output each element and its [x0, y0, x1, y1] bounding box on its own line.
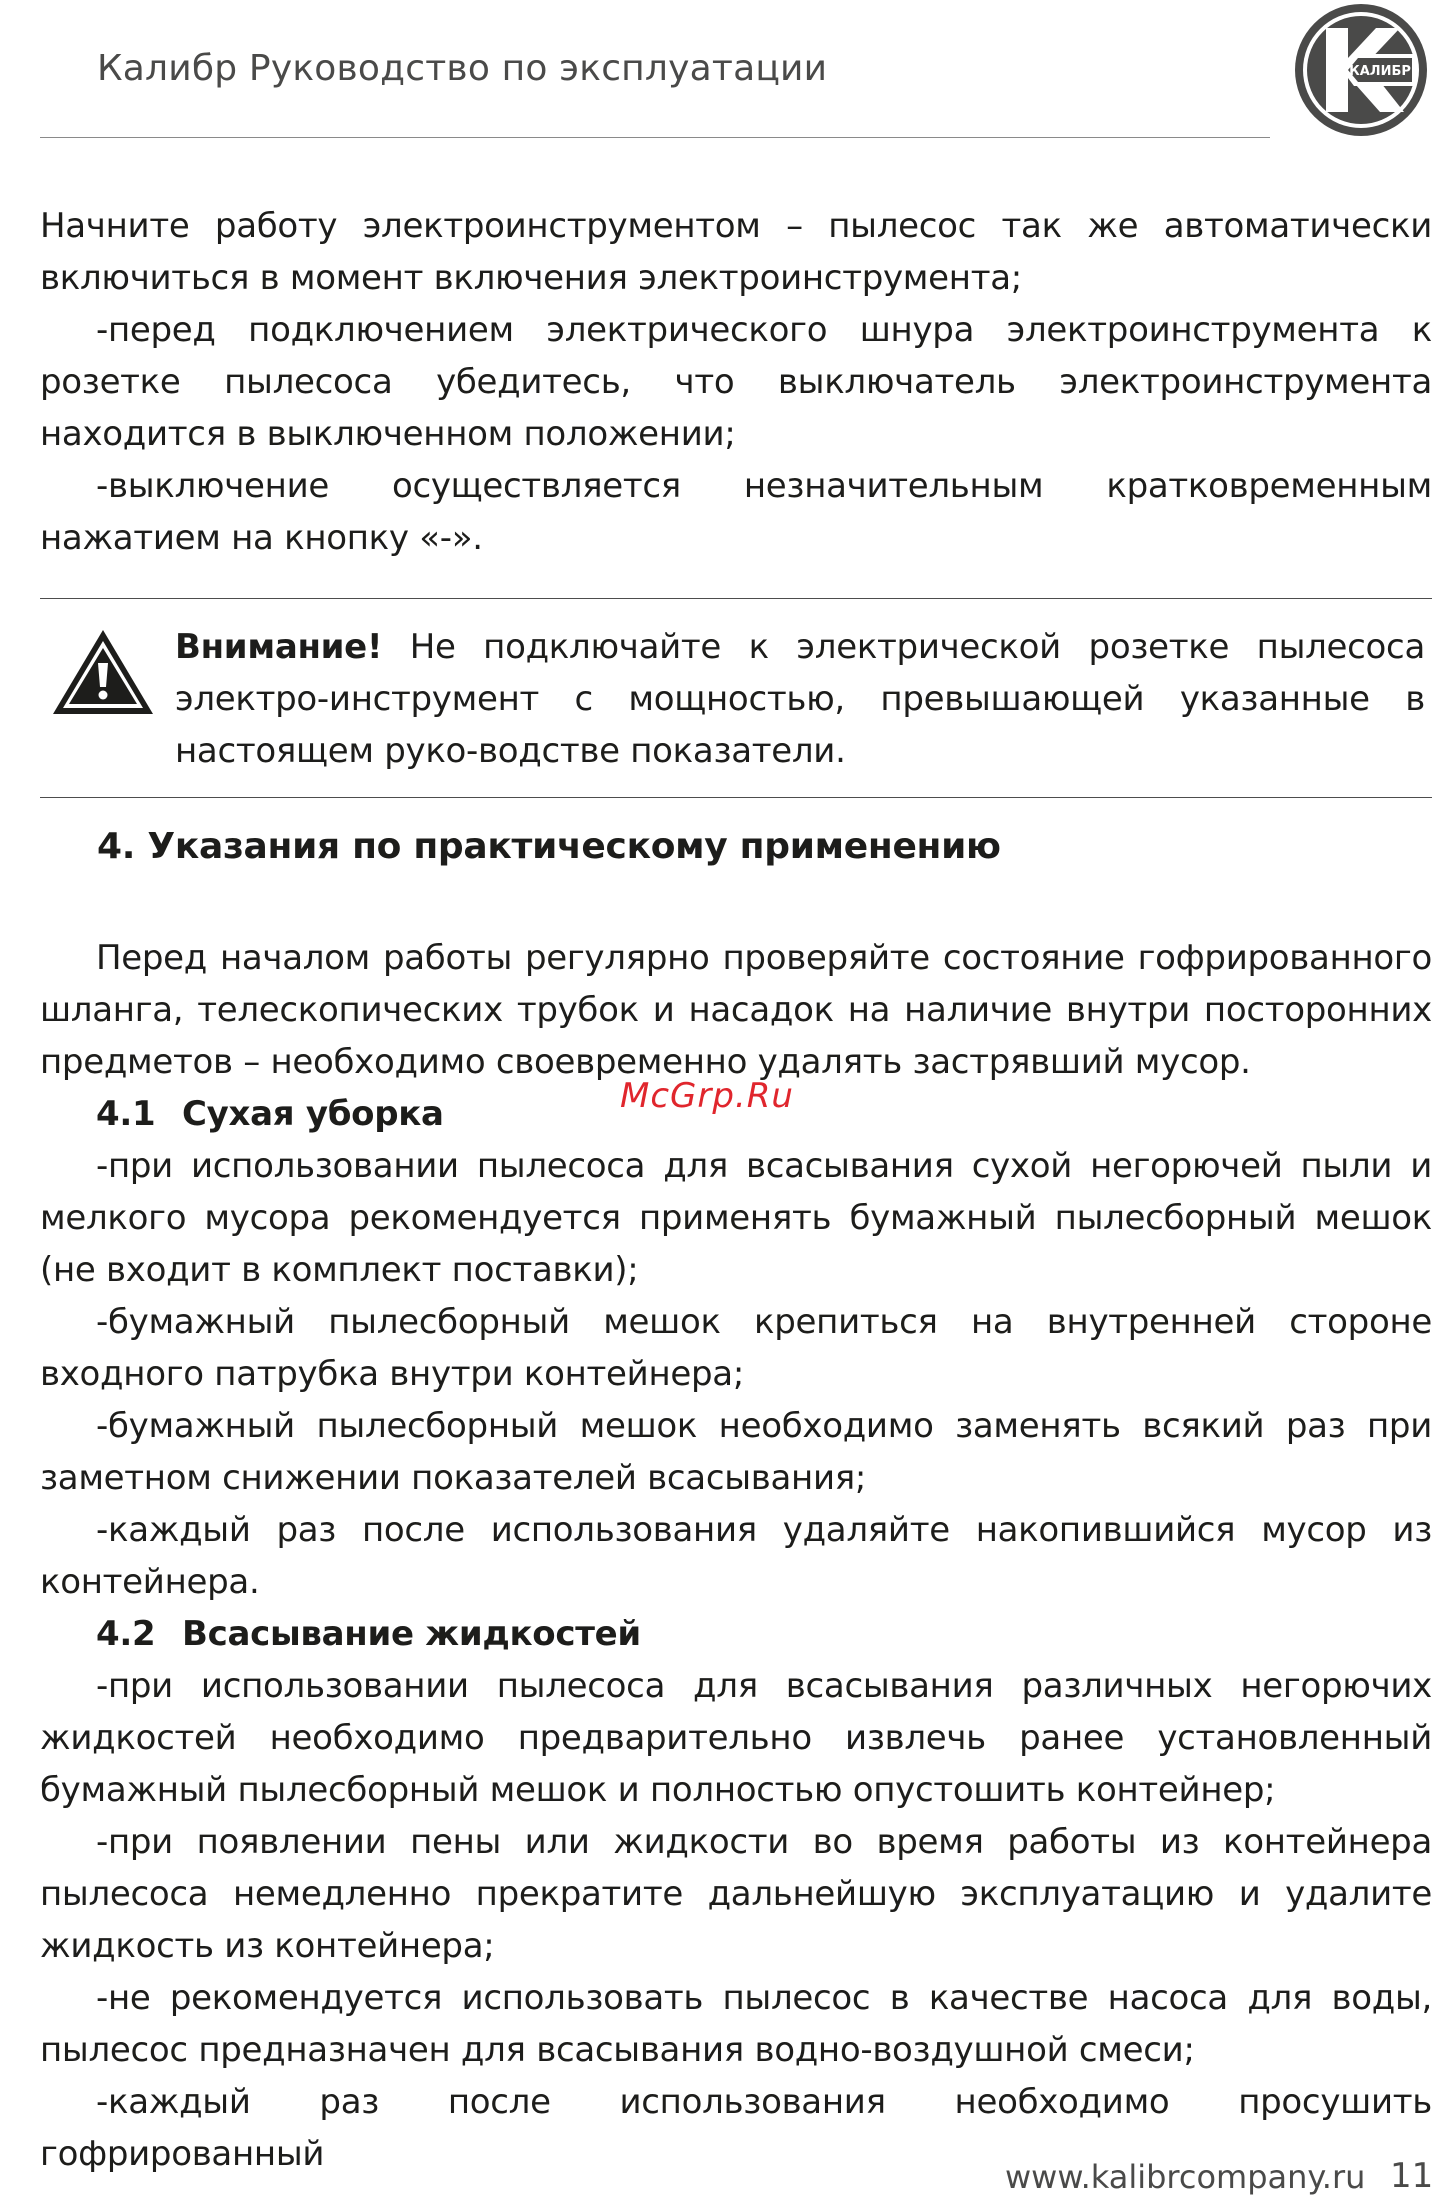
warning-message: Не подключайте к электрической розетке пылесоса электро-инструмент с мощностью, превышающей указанные в настоящем руко-водстве показатели.	[175, 627, 1425, 771]
warning-triangle-icon	[50, 627, 156, 717]
intro-paragraph-1: Начните работу электроинструментом – пылесос так же автоматически включиться в момент включения электроинструмента;	[40, 206, 1432, 298]
section-intro: Перед началом работы регулярно проверяйте состояние гофрированного шланга, телескопических трубок и насадок на наличие внутри посторонних предметов – необходимо своевременно удалять застрявший мусор.	[40, 938, 1432, 1082]
subsection-title: Всасывание жидкостей	[182, 1614, 641, 1654]
list-item: -бумажный пылесборный мешок необходимо заменять всякий раз при заметном снижении показателей всасывания;	[40, 1406, 1432, 1498]
page-header-title: Калибр Руководство по эксплуатации	[97, 48, 828, 89]
list-item: -бумажный пылесборный мешок крепиться на внутренней стороне входного патрубка внутри контейнера;	[40, 1302, 1432, 1394]
subsection-number: 4.1	[96, 1094, 156, 1134]
warning-block	[40, 598, 1432, 798]
list-item: -каждый раз после использования необходимо просушить гофрированный	[40, 2082, 1432, 2174]
list-item: -при появлении пены или жидкости во время работы из контейнера пылесоса немедленно прекратите дальнейшую эксплуатацию и удалите жидкость из контейнера;	[40, 1822, 1432, 1966]
section-body	[40, 932, 1432, 2180]
footer-url[interactable]: www.kalibrcompany.ru	[1005, 2158, 1366, 2196]
intro-paragraph-2: -перед подключением электрического шнура электроинструмента к розетке пылесоса убедитесь, что выключатель электроинструмента находится в выключенном положении;	[40, 310, 1432, 454]
page-number: 11	[1390, 2156, 1434, 2196]
warning-text	[175, 621, 1425, 777]
section-heading: 4. Указания по практическому применению	[97, 826, 1001, 867]
list-item: -каждый раз после использования удаляйте накопившийся мусор из контейнера.	[40, 1510, 1432, 1602]
subsection-heading-liquid	[40, 1608, 1432, 1660]
list-item: -при использовании пылесоса для всасывания различных негорючих жидкостей необходимо предварительно извлечь ранее установленный бумажный пылесборный мешок и полностью опустошить контейнер;	[40, 1666, 1432, 1810]
intro-paragraph-3: -выключение осуществляется незначительным кратковременным нажатием на кнопку «-».	[40, 466, 1432, 558]
kalibr-logo-icon	[1286, 0, 1435, 140]
svg-text:КАЛИБР: КАЛИБР	[1349, 64, 1411, 79]
subsection-number: 4.2	[96, 1614, 156, 1654]
subsection-title: Сухая уборка	[182, 1094, 444, 1134]
list-item: -при использовании пылесоса для всасывания сухой негорючей пыли и мелкого мусора рекомендуется применять бумажный пылесборный мешок (не входит в комплект поставки);	[40, 1146, 1432, 1290]
watermark: McGrp.Ru	[620, 1076, 794, 1116]
header-divider	[40, 137, 1270, 138]
intro-text	[40, 200, 1432, 564]
list-item: -не рекомендуется использовать пылесос в качестве насоса для воды, пылесос предназначен для всасывания водно-воздушной смеси;	[40, 1978, 1432, 2070]
warning-label: Внимание!	[175, 627, 383, 667]
